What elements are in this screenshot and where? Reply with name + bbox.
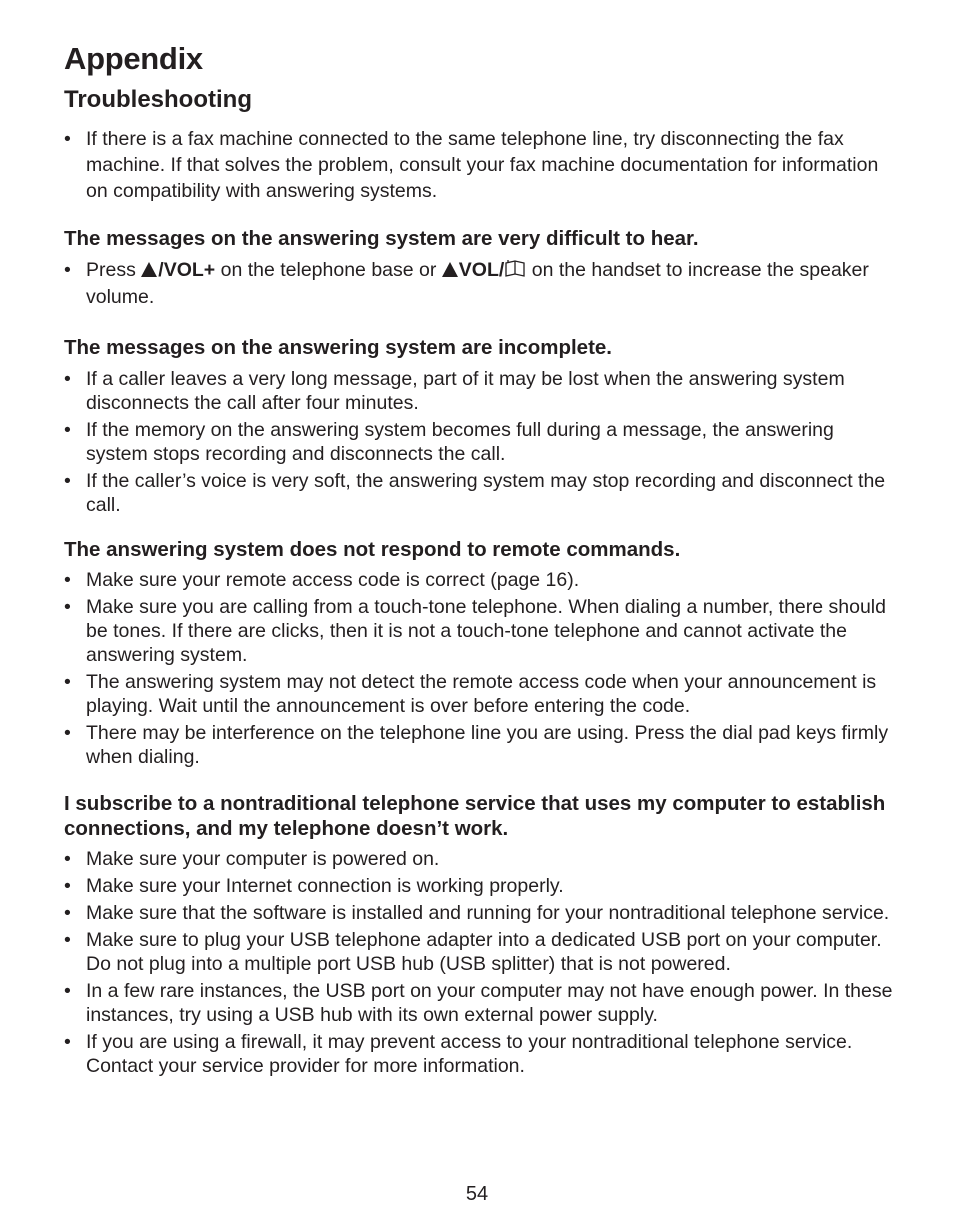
- list-item-text: Make sure your Internet connection is working properly.: [86, 875, 564, 897]
- list-item-text: In a few rare instances, the USB port on your computer may not have enough power. In these instances, try using a USB hub with its own external power supply.: [86, 980, 893, 1026]
- list-item: [64, 258, 894, 309]
- list-item: [64, 721, 894, 769]
- list-item: [64, 874, 894, 898]
- page-title: Appendix: [64, 41, 203, 76]
- list-item-text: Make sure your remote access code is correct (page 16).: [86, 569, 580, 591]
- bullet: •: [64, 1031, 71, 1053]
- problem-heading-nontraditional-service: I subscribe to a nontraditional telephone service that uses my computer to establish connections, and my telephone doesn’t work.: [64, 792, 886, 840]
- list-item-text: The answering system may not detect the remote access code when your announcement is playing. Wait until the announcement is over before entering the code.: [86, 671, 877, 717]
- base-volume-key: [141, 259, 215, 281]
- bullet: •: [64, 722, 71, 744]
- bullet: •: [64, 596, 71, 618]
- bullet: •: [64, 368, 71, 390]
- intro-list: [64, 126, 894, 204]
- list-item: [64, 418, 894, 466]
- base-volume-key-label: /VOL+: [158, 259, 216, 281]
- press-text: Press: [86, 259, 136, 281]
- bullet: •: [64, 128, 71, 150]
- bullet: •: [64, 875, 71, 897]
- list-item-text: If there is a fax machine connected to the same telephone line, try disconnecting the fax machine. If that solves the problem, consult your fax machine documentation for information on compatibility with answering systems.: [86, 128, 879, 202]
- end-text: on the handset to increase the speaker volume.: [86, 259, 869, 308]
- list-item-text: If the memory on the answering system becomes full during a message, the answering system stops recording and disconnects the call.: [86, 419, 834, 465]
- remote-commands-list: [64, 568, 894, 769]
- bullet: •: [64, 470, 71, 492]
- bullet: •: [64, 569, 71, 591]
- section-title-troubleshooting: Troubleshooting: [64, 86, 252, 113]
- list-item: [64, 568, 894, 592]
- bullet: •: [64, 902, 71, 924]
- list-item: [64, 595, 894, 667]
- list-item-text: Make sure you are calling from a touch-tone telephone. When dialing a number, there should be tones. If there are clicks, then it is not a touch-tone telephone and cannot activate the answering system.: [86, 596, 886, 666]
- list-item: [64, 126, 894, 204]
- list-item-text: Make sure to plug your USB telephone adapter into a dedicated USB port on your computer. Do not plug into a multiple port USB hub (USB splitter) that is not powered.: [86, 929, 882, 975]
- bullet: •: [64, 671, 71, 693]
- phonebook-icon: [504, 259, 526, 285]
- list-item-text: Make sure that the software is installed and running for your nontraditional telephone service.: [86, 902, 890, 924]
- incomplete-list: [64, 367, 894, 517]
- list-item: [64, 847, 894, 871]
- list-item: [64, 367, 894, 415]
- mid-text: on the telephone base or: [220, 259, 437, 281]
- document-page: [64, 40, 894, 1081]
- problem-heading-remote-commands: The answering system does not respond to remote commands.: [64, 538, 681, 561]
- bullet: •: [64, 259, 71, 281]
- up-triangle-icon: [141, 262, 157, 277]
- list-item: [64, 670, 894, 718]
- handset-volume-key: [442, 259, 527, 281]
- list-item: [64, 979, 894, 1027]
- list-item: [64, 901, 894, 925]
- up-triangle-icon: [442, 262, 458, 277]
- list-item-text: There may be interference on the telephone line you are using. Press the dial pad keys firmly when dialing.: [86, 722, 889, 768]
- handset-volume-key-label: VOL/: [458, 259, 505, 281]
- list-item-text: If the caller’s voice is very soft, the answering system may stop recording and disconnect the call.: [86, 470, 886, 516]
- page-number: 54: [465, 1183, 489, 1205]
- list-item-text: Make sure your computer is powered on.: [86, 848, 440, 870]
- nontraditional-service-list: [64, 847, 894, 1078]
- problem-heading-incomplete: The messages on the answering system are incomplete.: [64, 336, 613, 359]
- hard-to-hear-list: [64, 258, 894, 309]
- list-item-text: If a caller leaves a very long message, part of it may be lost when the answering system disconnects the call after four minutes.: [86, 368, 845, 414]
- list-item: [64, 469, 894, 517]
- bullet: •: [64, 980, 71, 1002]
- list-item-text: If you are using a firewall, it may prevent access to your nontraditional telephone service. Contact your service provider for more information.: [86, 1031, 853, 1077]
- problem-heading-hard-to-hear: The messages on the answering system are very difficult to hear.: [64, 227, 699, 250]
- list-item: [64, 928, 894, 976]
- list-item: [64, 1030, 894, 1078]
- bullet: •: [64, 929, 71, 951]
- bullet: •: [64, 419, 71, 441]
- bullet: •: [64, 848, 71, 870]
